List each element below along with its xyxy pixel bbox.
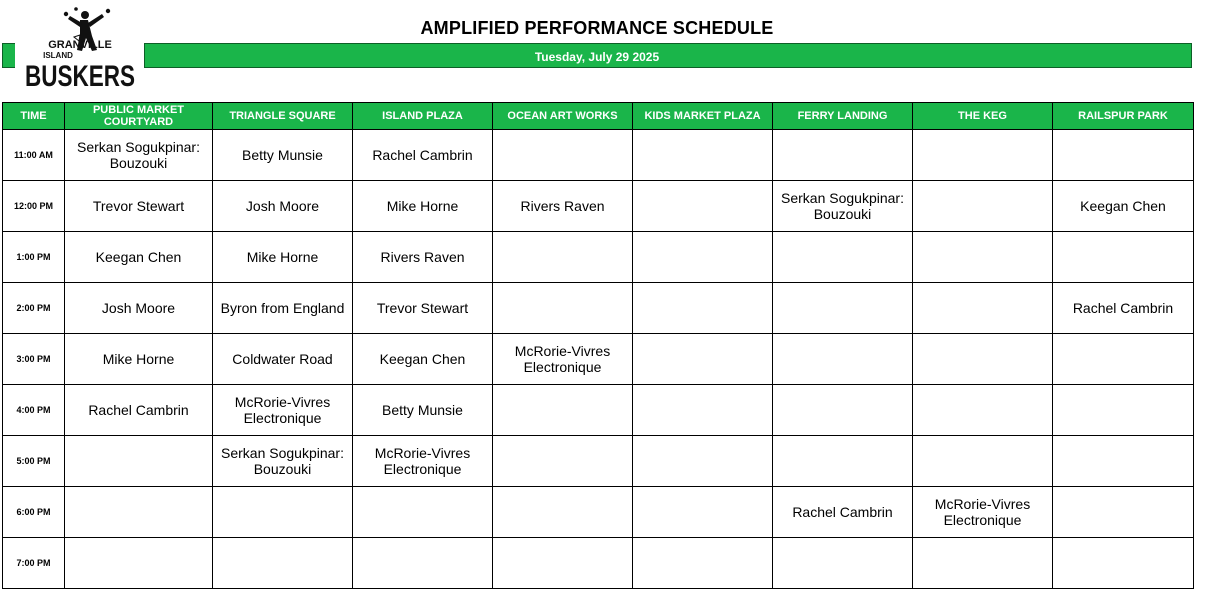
performer-cell <box>913 283 1053 334</box>
performer-cell <box>773 334 913 385</box>
column-header-public-market-courtyard: PUBLIC MARKET COURTYARD <box>65 103 213 130</box>
performer-cell: Serkan Sogukpinar: Bouzouki <box>65 130 213 181</box>
table-row <box>3 538 1194 589</box>
column-header-island-plaza: ISLAND PLAZA <box>353 103 493 130</box>
performer-cell <box>913 436 1053 487</box>
performer-cell <box>493 283 633 334</box>
time-cell: 1:00 PM <box>3 232 65 283</box>
performer-cell <box>493 538 633 589</box>
performer-cell: Josh Moore <box>65 283 213 334</box>
schedule-table <box>2 102 1194 589</box>
performer-cell: Trevor Stewart <box>65 181 213 232</box>
performer-cell <box>633 436 773 487</box>
performer-cell <box>1053 487 1194 538</box>
performer-cell <box>913 232 1053 283</box>
logo-text-main: BUSKERS <box>25 60 135 93</box>
table-row <box>3 334 1194 385</box>
time-cell: 5:00 PM <box>3 436 65 487</box>
performer-cell <box>493 436 633 487</box>
performer-cell <box>773 385 913 436</box>
performer-cell <box>633 538 773 589</box>
table-row <box>3 130 1194 181</box>
performer-cell <box>493 487 633 538</box>
performer-cell <box>633 130 773 181</box>
performer-cell: Rachel Cambrin <box>65 385 213 436</box>
performer-cell: Mike Horne <box>353 181 493 232</box>
performer-cell <box>773 436 913 487</box>
column-header-triangle-square: TRIANGLE SQUARE <box>213 103 353 130</box>
buskers-logo <box>22 6 138 93</box>
column-header-kids-market-plaza: KIDS MARKET PLAZA <box>633 103 773 130</box>
column-header-time: TIME <box>3 103 65 130</box>
performer-cell: Serkan Sogukpinar: Bouzouki <box>773 181 913 232</box>
logo-text-top: GRANVILLE <box>48 39 112 51</box>
performer-cell <box>633 334 773 385</box>
performer-cell <box>65 487 213 538</box>
performer-cell <box>1053 232 1194 283</box>
performer-cell <box>1053 334 1194 385</box>
performer-cell <box>353 538 493 589</box>
table-row <box>3 436 1194 487</box>
performer-cell <box>913 334 1053 385</box>
table-row <box>3 283 1194 334</box>
performer-cell: Keegan Chen <box>65 232 213 283</box>
performer-cell <box>633 385 773 436</box>
date-bar-left-segment <box>2 43 15 68</box>
performer-cell: Mike Horne <box>65 334 213 385</box>
performer-cell <box>913 181 1053 232</box>
table-row <box>3 232 1194 283</box>
performer-cell <box>913 385 1053 436</box>
time-cell: 4:00 PM <box>3 385 65 436</box>
performer-cell <box>353 487 493 538</box>
table-row <box>3 487 1194 538</box>
header-row <box>3 103 1194 130</box>
performer-cell <box>65 538 213 589</box>
performer-cell: Rivers Raven <box>493 181 633 232</box>
performer-cell <box>493 130 633 181</box>
table-row <box>3 385 1194 436</box>
performer-cell: Serkan Sogukpinar: Bouzouki <box>213 436 353 487</box>
time-cell: 6:00 PM <box>3 487 65 538</box>
performer-cell: Rachel Cambrin <box>773 487 913 538</box>
page-title: AMPLIFIED PERFORMANCE SCHEDULE <box>420 18 774 38</box>
performer-cell <box>213 487 353 538</box>
performer-cell <box>773 232 913 283</box>
logo-text-mid: ISLAND <box>43 51 73 60</box>
performer-cell <box>913 130 1053 181</box>
performer-cell <box>773 538 913 589</box>
performer-cell <box>633 487 773 538</box>
time-cell: 11:00 AM <box>3 130 65 181</box>
performer-cell <box>913 538 1053 589</box>
performer-cell <box>1053 436 1194 487</box>
performer-cell <box>633 181 773 232</box>
performer-cell <box>213 538 353 589</box>
performer-cell <box>633 283 773 334</box>
performer-cell: Rachel Cambrin <box>353 130 493 181</box>
performer-cell: Coldwater Road <box>213 334 353 385</box>
performer-cell: Mike Horne <box>213 232 353 283</box>
table-row <box>3 181 1194 232</box>
performer-cell: Betty Munsie <box>213 130 353 181</box>
performer-cell: Betty Munsie <box>353 385 493 436</box>
performer-cell <box>773 130 913 181</box>
performer-cell: McRorie-Vivres Electronique <box>353 436 493 487</box>
performer-cell: Rachel Cambrin <box>1053 283 1194 334</box>
performer-cell: McRorie-Vivres Electronique <box>913 487 1053 538</box>
performer-cell: Trevor Stewart <box>353 283 493 334</box>
performer-cell <box>493 232 633 283</box>
performer-cell <box>493 385 633 436</box>
performer-cell <box>1053 130 1194 181</box>
performer-cell <box>65 436 213 487</box>
performer-cell: Keegan Chen <box>1053 181 1194 232</box>
time-cell: 3:00 PM <box>3 334 65 385</box>
performer-cell: McRorie-Vivres Electronique <box>493 334 633 385</box>
performer-cell <box>1053 385 1194 436</box>
column-header-ocean-art-works: OCEAN ART WORKS <box>493 103 633 130</box>
performer-cell: McRorie-Vivres Electronique <box>213 385 353 436</box>
time-cell: 12:00 PM <box>3 181 65 232</box>
column-header-railspur-park: RAILSPUR PARK <box>1053 103 1194 130</box>
schedule-date: Tuesday, July 29 2025 <box>534 50 660 64</box>
performer-cell: Byron from England <box>213 283 353 334</box>
time-cell: 7:00 PM <box>3 538 65 589</box>
performer-cell <box>633 232 773 283</box>
performer-cell <box>773 283 913 334</box>
performer-cell: Rivers Raven <box>353 232 493 283</box>
performer-cell: Josh Moore <box>213 181 353 232</box>
column-header-the-keg: THE KEG <box>913 103 1053 130</box>
time-cell: 2:00 PM <box>3 283 65 334</box>
performer-cell: Keegan Chen <box>353 334 493 385</box>
column-header-ferry-landing: FERRY LANDING <box>773 103 913 130</box>
performer-cell <box>1053 538 1194 589</box>
